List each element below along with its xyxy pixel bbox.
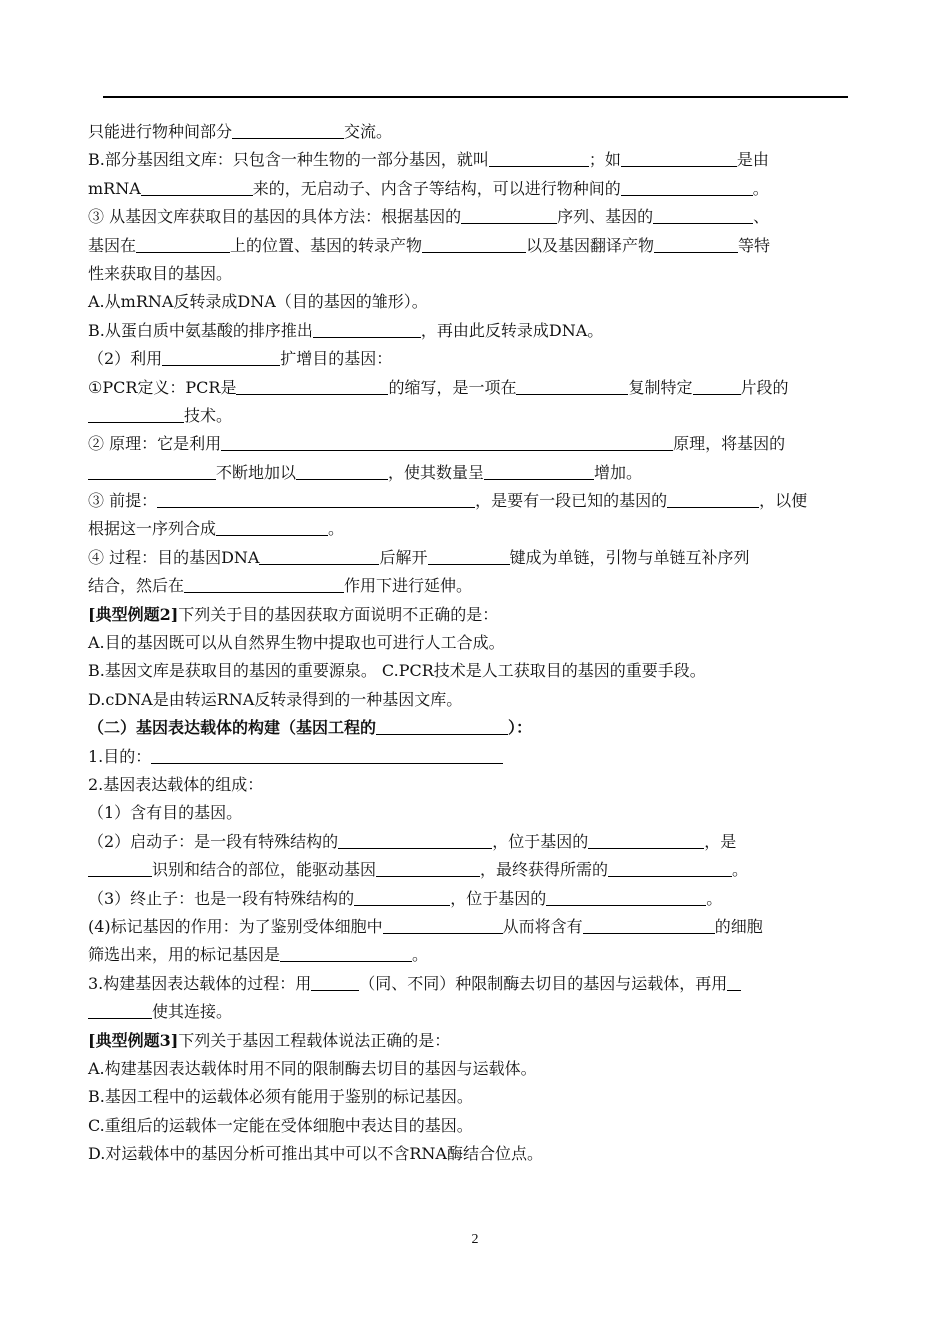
text-line: [88, 799, 850, 827]
text-line: [88, 572, 850, 600]
fill-in-blank: [653, 207, 753, 224]
line-text: D.对运载体中的基因分析可推出其中可以不含RNA酶结合位点。: [88, 1144, 543, 1164]
line-text: ，最终获得所需的: [480, 860, 609, 880]
line-text: 使其连接。: [152, 1002, 233, 1022]
line-text: 以及基因翻译产物: [526, 235, 655, 255]
line-text: [典型例题3]: [88, 1030, 179, 1050]
line-text: ，位于基因的: [450, 888, 547, 908]
line-text: ，以便: [759, 491, 808, 511]
text-line: [88, 203, 850, 231]
fill-in-blank: [727, 974, 741, 991]
line-text: 是由: [736, 150, 769, 170]
line-text: 键成为单链，引物与单链互补序列: [509, 547, 750, 567]
line-text: (4)标记基因的作用：为了鉴别受体细胞中: [88, 916, 383, 936]
fill-in-blank: [216, 519, 328, 536]
line-text: 交流。: [344, 122, 393, 141]
fill-in-blank: [88, 463, 216, 480]
line-text: 原理，将基因的: [673, 434, 786, 454]
text-line: [88, 771, 850, 799]
line-text: 。: [412, 945, 429, 965]
text-line: [88, 260, 850, 288]
fill-in-blank: [259, 548, 379, 565]
line-text: 1.目的：: [88, 746, 152, 766]
text-line: [88, 970, 850, 998]
text-line: [88, 345, 850, 373]
fill-in-blank: [136, 236, 230, 253]
line-text: ，是: [704, 831, 737, 851]
line-text: A.构建基因表达载体时用不同的限制酶去切目的基因与运载体。: [88, 1058, 537, 1078]
text-line: [88, 885, 850, 913]
line-text: ，使其数量呈: [388, 462, 485, 482]
line-text: 后解开: [379, 547, 428, 567]
line-text: 。: [732, 860, 749, 880]
line-text: （1）含有目的基因。: [88, 803, 243, 823]
text-line: [88, 601, 850, 629]
fill-in-blank: [141, 179, 253, 196]
fill-in-blank: [313, 321, 421, 338]
line-text: 2.基因表达载体的组成：: [88, 774, 264, 794]
fill-in-blank: [338, 832, 492, 849]
fill-in-blank: [484, 463, 594, 480]
line-text: 识别和结合的部位，能驱动基因: [152, 860, 377, 880]
fill-in-blank: [608, 860, 732, 877]
line-text: 不断地加以: [216, 462, 297, 482]
fill-in-blank: [546, 889, 706, 906]
line-text: B.从蛋白质中氨基酸的排序推出: [88, 320, 313, 340]
line-text: B.基因文库是获取目的基因的重要源泉。 C.PCR技术是人工获取目的基因的重要手段。: [88, 661, 706, 681]
line-text: 3.构建基因表达载体的过程：用: [88, 973, 312, 993]
fill-in-blank: [184, 576, 344, 593]
page-number: 2: [471, 1232, 479, 1247]
text-line: [88, 686, 850, 714]
text-line: [88, 118, 850, 146]
text-line: [88, 1027, 850, 1055]
fill-in-blank: [667, 491, 759, 508]
line-text: B.部分基因组文库：只包含一种生物的一部分基因，就叫: [88, 150, 489, 170]
text-line: [88, 317, 850, 345]
line-text: ）：: [508, 718, 533, 738]
fill-in-blank: [157, 491, 475, 508]
text-line: [88, 743, 850, 771]
line-text: ③ 前提：: [88, 491, 158, 511]
text-line: [88, 487, 850, 515]
line-text: 技术。: [184, 405, 233, 425]
line-text: 的缩写，是一项在: [388, 377, 517, 397]
fill-in-blank: [654, 236, 738, 253]
text-line: [88, 232, 850, 260]
line-text: A.从mRNA反转录成DNA（目的基因的雏形）。: [88, 292, 428, 312]
fill-in-blank: [151, 747, 503, 764]
text-line: [88, 828, 850, 856]
header-rule: [103, 96, 848, 98]
fill-in-blank: [296, 463, 388, 480]
line-text: 来的，无启动子、内含子等结构，可以进行物种间的: [252, 178, 621, 198]
text-line: [88, 941, 850, 969]
line-text: ③ 从基因文库获取目的基因的具体方法：根据基因的: [88, 207, 462, 227]
fill-in-blank: [236, 378, 388, 395]
line-text: （3）终止子：也是一段有特殊结构的: [88, 888, 355, 908]
fill-in-blank: [376, 718, 508, 735]
line-text: 只能进行物种间部分: [88, 122, 233, 141]
fill-in-blank: [422, 236, 526, 253]
document-body: [88, 118, 850, 1168]
line-text: mRNA: [88, 178, 141, 198]
fill-in-blank: [232, 122, 344, 139]
text-line: [88, 459, 850, 487]
fill-in-blank: [588, 832, 704, 849]
line-text: （同、不同）种限制酶去切目的基因与运载体，再用: [359, 973, 728, 993]
fill-in-blank: [221, 434, 673, 451]
fill-in-blank: [461, 207, 557, 224]
line-text: 复制特定: [628, 377, 693, 397]
fill-in-blank: [383, 917, 503, 934]
line-text: 等特: [738, 235, 771, 255]
line-text: 序列、基因的: [557, 207, 654, 227]
line-text: （2）启动子：是一段有特殊结构的: [88, 831, 339, 851]
line-text: 。: [706, 888, 723, 908]
fill-in-blank: [621, 150, 737, 167]
text-line: [88, 913, 850, 941]
text-line: [88, 515, 850, 543]
text-line: [88, 657, 850, 685]
text-line: [88, 1055, 850, 1083]
fill-in-blank: [428, 548, 510, 565]
line-text: 。: [752, 178, 769, 198]
line-text: 上的位置、基因的转录产物: [230, 235, 423, 255]
fill-in-blank: [311, 974, 359, 991]
line-text: ，是要有一段已知的基因的: [475, 491, 668, 511]
line-text: ①PCR定义：PCR是: [88, 377, 237, 397]
text-line: [88, 288, 850, 316]
text-line: [88, 1112, 850, 1140]
line-text: 性来获取目的基因。: [88, 263, 233, 283]
line-text: C.重组后的运载体一定能在受体细胞中表达目的基因。: [88, 1115, 473, 1135]
fill-in-blank: [376, 860, 480, 877]
text-line: [88, 430, 850, 458]
fill-in-blank: [88, 860, 152, 877]
text-line: [88, 402, 850, 430]
text-line: [88, 146, 850, 174]
line-text: 下列关于基因工程载体说法正确的是：: [178, 1030, 451, 1050]
fill-in-blank: [88, 1002, 152, 1019]
line-text: 增加。: [594, 462, 643, 482]
fill-in-blank: [621, 179, 753, 196]
line-text: 的细胞: [714, 916, 763, 936]
fill-in-blank: [354, 889, 450, 906]
line-text: ，再由此反转录成DNA。: [420, 320, 604, 340]
line-text: ② 原理：它是利用: [88, 434, 222, 454]
line-text: 结合，然后在: [88, 576, 185, 596]
line-text: 作用下进行延伸。: [344, 576, 473, 596]
line-text: ④ 过程：目的基因DNA: [88, 547, 260, 567]
fill-in-blank: [516, 378, 628, 395]
text-line: [88, 1083, 850, 1111]
fill-in-blank: [162, 349, 280, 366]
line-text: 根据这一序列合成: [88, 519, 217, 539]
text-line: [88, 629, 850, 657]
text-line: [88, 374, 850, 402]
line-text: 从而将含有: [502, 916, 583, 936]
fill-in-blank: [88, 406, 184, 423]
line-text: 筛选出来，用的标记基因是: [88, 945, 281, 965]
fill-in-blank: [693, 378, 741, 395]
line-text: 。: [328, 519, 345, 539]
text-line: [88, 175, 850, 203]
text-line: [88, 714, 850, 742]
line-text: ，位于基因的: [492, 831, 589, 851]
text-line: [88, 544, 850, 572]
fill-in-blank: [583, 917, 715, 934]
fill-in-blank: [280, 945, 412, 962]
line-text: 扩增目的基因：: [280, 349, 393, 369]
text-line: [88, 1140, 850, 1168]
line-text: 片段的: [740, 377, 789, 397]
line-text: B.基因工程中的运载体必须有能用于鉴别的标记基因。: [88, 1087, 473, 1107]
fill-in-blank: [489, 150, 589, 167]
line-text: （二）基因表达载体的构建（基因工程的: [88, 718, 377, 738]
line-text: A.目的基因既可以从自然界生物中提取也可进行人工合成。: [88, 633, 505, 653]
line-text: 基因在: [88, 235, 137, 255]
line-text: D.cDNA是由转运RNA反转录得到的一种基因文库。: [88, 689, 463, 709]
text-line: [88, 998, 850, 1026]
text-line: [88, 856, 850, 884]
line-text: [典型例题2]: [88, 604, 179, 624]
line-text: 下列关于目的基因获取方面说明不正确的是：: [178, 604, 499, 624]
line-text: ；如: [588, 150, 621, 170]
line-text: （2）利用: [88, 349, 163, 369]
line-text: 、: [753, 207, 770, 227]
